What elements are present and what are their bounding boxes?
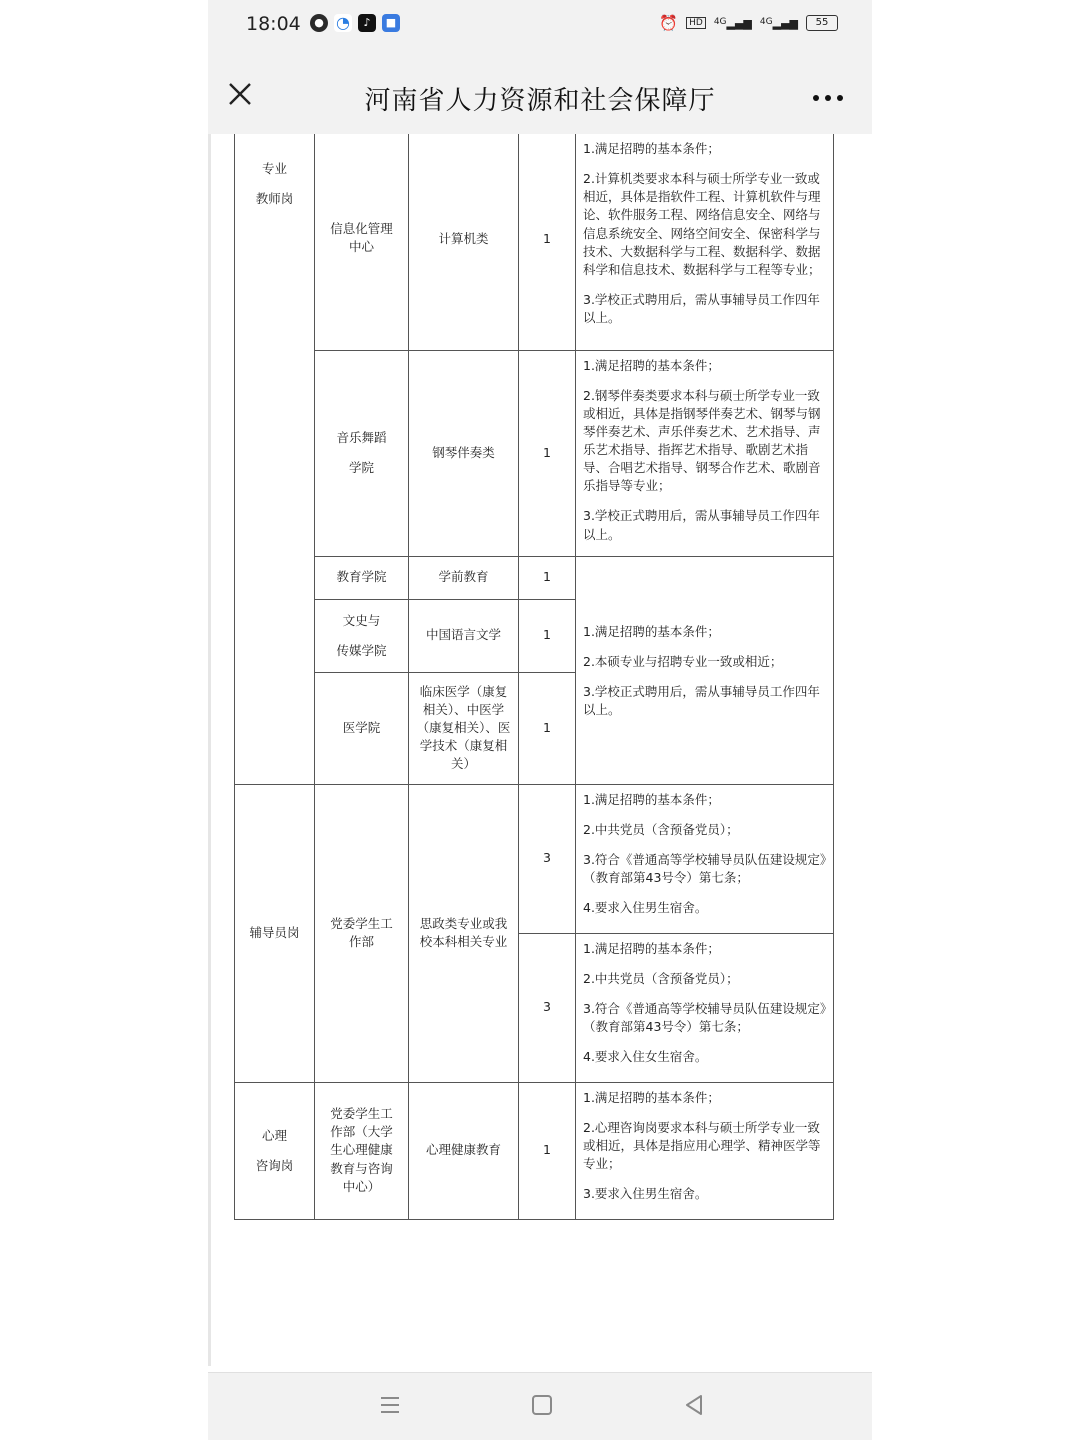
dept-cell xyxy=(315,350,409,556)
category-text: 教师岗 xyxy=(255,191,294,206)
dept-text: 文史与 xyxy=(342,612,381,628)
more-button[interactable] xyxy=(812,84,844,109)
tiktok-icon: ♪ xyxy=(358,14,376,32)
count-cell: 3 xyxy=(519,933,576,1082)
notification-icons xyxy=(310,14,400,32)
category-text: 咨询岗 xyxy=(255,1157,294,1173)
hd-icon: HD xyxy=(686,17,706,29)
requirements-cell xyxy=(576,556,834,784)
count-cell: 1 xyxy=(519,672,576,784)
requirements-cell xyxy=(576,134,834,350)
requirement-item: 4.要求入住男生宿舍。 xyxy=(583,900,708,915)
dept-text: 中心 xyxy=(348,239,374,255)
status-time: 18:04 xyxy=(246,13,301,35)
more-icon xyxy=(812,93,844,103)
requirement-item: 1.满足招聘的基本条件； xyxy=(583,791,720,807)
home-button[interactable] xyxy=(528,1391,556,1419)
dept-text: 信息化管理 xyxy=(330,221,393,236)
requirement-item: 2.中共党员（含预备党员）； xyxy=(583,821,739,837)
signal-icon-2: $^{4G}$▂▄▆ xyxy=(759,16,798,30)
category-text: 专业 xyxy=(261,161,287,176)
table-row xyxy=(235,134,834,350)
requirement-item: 3.要求入住男生宿舍。 xyxy=(583,1186,708,1201)
alarm-icon: ⏰ xyxy=(659,14,679,32)
count-cell: 1 xyxy=(519,134,576,350)
requirement-item: 1.满足招聘的基本条件； xyxy=(583,623,720,639)
menu-button[interactable] xyxy=(376,1391,404,1419)
requirements-cell xyxy=(576,784,834,933)
requirement-item: 1.满足招聘的基本条件； xyxy=(583,357,720,373)
page-title: 河南省人力资源和社会保障厅 xyxy=(364,86,716,116)
category-text: 心理 xyxy=(261,1127,287,1143)
requirement-item: 1.满足招聘的基本条件； xyxy=(583,940,720,956)
major-cell: 学前教育 xyxy=(409,556,519,599)
chat-app-icon: ■ xyxy=(382,14,400,32)
requirement-item: 2.心理咨询岗要求本科与硕士所学专业一致或相近，具体是指应用心理学、精神医学等专业； xyxy=(583,1119,821,1171)
dept-text: 传媒学院 xyxy=(336,642,387,658)
requirements-cell xyxy=(576,350,834,556)
status-bar xyxy=(208,0,872,50)
category-cell xyxy=(235,1082,315,1219)
wechat-icon: ● xyxy=(310,14,328,32)
dept-text: 学院 xyxy=(348,460,374,475)
requirement-item: 3.符合《普通高等学校辅导员队伍建设规定》（教育部第43号令）第七条； xyxy=(583,1000,827,1034)
table-row xyxy=(235,350,834,556)
dept-text: 党委学生工 xyxy=(330,915,393,931)
title-bar xyxy=(208,50,872,134)
requirement-item: 3.学校正式聘用后，需从事辅导员工作四年以上。 xyxy=(583,291,820,325)
back-icon xyxy=(680,1391,708,1419)
dept-text: 音乐舞蹈 xyxy=(336,430,387,445)
table-row xyxy=(235,784,834,933)
category-cell xyxy=(235,134,315,784)
category-cell: 辅导员岗 xyxy=(235,784,315,1082)
major-cell: 思政类专业或我校本科相关专业 xyxy=(409,784,519,1082)
requirement-item: 3.符合《普通高等学校辅导员队伍建设规定》（教育部第43号令）第七条； xyxy=(583,851,827,885)
requirement-item: 4.要求入住女生宿舍。 xyxy=(583,1049,708,1064)
requirements-cell xyxy=(576,1082,834,1219)
recruitment-table xyxy=(234,134,834,1220)
battery-icon: 55 xyxy=(806,15,838,31)
major-cell: 钢琴伴奏类 xyxy=(409,350,519,556)
menu-icon xyxy=(376,1391,404,1419)
signal-2-label: 4G xyxy=(759,16,773,27)
major-cell: 计算机类 xyxy=(409,134,519,350)
count-cell: 1 xyxy=(519,1082,576,1219)
back-button[interactable] xyxy=(680,1391,708,1419)
dept-cell xyxy=(315,784,409,1082)
major-cell: 临床医学（康复相关）、中医学（康复相关）、医学技术（康复相关） xyxy=(409,672,519,784)
count-cell: 3 xyxy=(519,784,576,933)
requirements-cell xyxy=(576,933,834,1082)
phone-screen xyxy=(208,0,872,1439)
requirement-item: 3.学校正式聘用后，需从事辅导员工作四年以上。 xyxy=(583,684,820,718)
dept-cell xyxy=(315,599,409,672)
dept-text: 作部 xyxy=(348,934,374,949)
major-cell: 中国语言文学 xyxy=(409,599,519,672)
table-row xyxy=(235,556,834,599)
dept-cell: 教育学院 xyxy=(315,556,409,599)
requirement-item: 3.学校正式聘用后，需从事辅导员工作四年以上。 xyxy=(583,508,820,542)
major-cell: 心理健康教育 xyxy=(409,1082,519,1219)
home-icon xyxy=(528,1391,556,1419)
browser-icon: ◔ xyxy=(334,14,352,32)
requirement-item: 1.满足招聘的基本条件； xyxy=(583,141,720,156)
system-nav-bar xyxy=(208,1372,872,1440)
dept-cell: 党委学生工作部（大学生心理健康教育与咨询中心） xyxy=(315,1082,409,1219)
count-cell: 1 xyxy=(519,556,576,599)
requirement-item: 2.计算机类要求本科与硕士所学专业一致或相近，具体是指软件工程、计算机软件与理论、软件服务工程、网络信息安全、网络与信息系统安全、网络空间安全、保密科学与技术、大数据科学与工程、数据科学、数据科学和信息技术、数据科学与工程等专业； xyxy=(583,171,821,277)
status-indicators xyxy=(659,14,838,32)
count-cell: 1 xyxy=(519,599,576,672)
count-cell: 1 xyxy=(519,350,576,556)
requirement-item: 2.本硕专业与招聘专业一致或相近； xyxy=(583,653,783,669)
dept-cell xyxy=(315,134,409,350)
requirement-item: 1.满足招聘的基本条件； xyxy=(583,1089,720,1105)
requirement-item: 2.钢琴伴奏类要求本科与硕士所学专业一致或相近，具体是指钢琴伴奏艺术、钢琴与钢琴伴奏艺术、声乐伴奏艺术、艺术指导、声乐艺术指导、指挥艺术指导、歌剧艺术指导、合唱艺术指导、钢琴合作艺术、歌剧音乐指导等专业； xyxy=(583,387,821,494)
requirement-item: 2.中共党员（含预备党员）； xyxy=(583,970,739,986)
dept-cell: 医学院 xyxy=(315,672,409,784)
signal-1-label: 4G xyxy=(713,16,727,27)
document-view[interactable] xyxy=(208,134,872,1366)
signal-icon-1: $^{4G}$▂▄▆ xyxy=(713,16,752,30)
table-row xyxy=(235,1082,834,1219)
